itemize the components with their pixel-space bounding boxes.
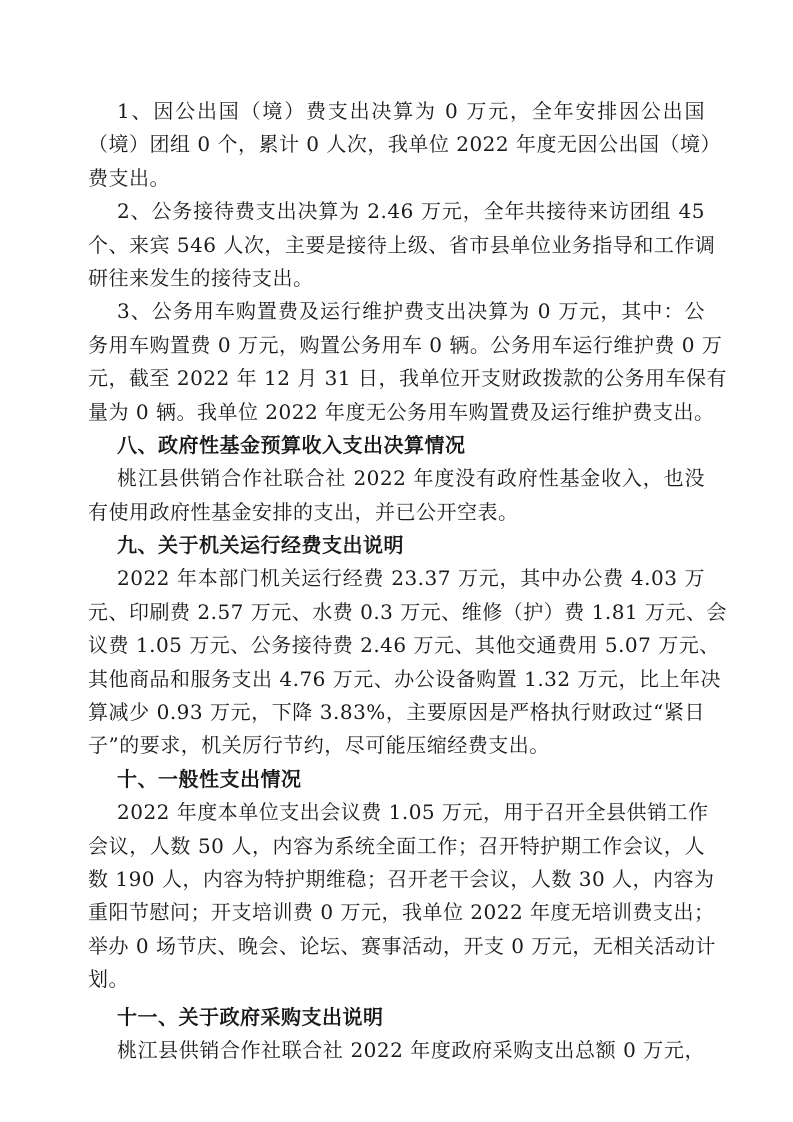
text-line: 划。: [88, 967, 129, 992]
text-line: 元、印刷费 2.57 万元、水费 0.3 万元、维修（护）费 1.81 万元、会: [88, 599, 728, 624]
paragraph: [88, 95, 721, 195]
text-line: 务用车购置费 0 万元，购置公务用车 0 辆。公务用车运行维护费 0 万: [88, 332, 723, 357]
text-line: 元，截至 2022 年 12 月 31 日，我单位开支财政拨款的公务用车保有: [88, 366, 727, 391]
document-page: [88, 95, 728, 1067]
paragraph: [88, 1034, 705, 1067]
text-line: 3、公务用车购置费及运行维护费支出决算为 0 万元，其中：公: [117, 299, 705, 324]
text-line: 算减少 0.93 万元，下降 3.83%，主要原因是严格执行财政过“紧日: [88, 700, 705, 725]
section-heading: 十、一般性支出情况: [117, 766, 302, 791]
paragraph: [88, 462, 705, 529]
text-line: 1、因公出国（境）费支出决算为 0 万元，全年安排因公出国: [117, 99, 705, 123]
text-line: 举办 0 场节庆、晚会、论坛、赛事活动，开支 0 万元，无相关活动计: [88, 933, 716, 958]
paragraph: [88, 295, 727, 429]
text-line: 费支出。: [88, 165, 170, 190]
text-line: 2022 年度本单位支出会议费 1.05 万元，用于召开全县供销工作: [117, 800, 709, 825]
text-line: 桃江县供销合作社联合社 2022 年度政府采购支出总额 0 万元，: [117, 1037, 705, 1062]
section-heading: 八、政府性基金预算收入支出决算情况: [117, 432, 466, 457]
text-line: 2022 年本部门机关运行经费 23.37 万元，其中办公费 4.03 万: [117, 566, 705, 591]
text-line: 数 190 人，内容为特护期维稳；召开老干会议，人数 30 人，内容为: [88, 866, 715, 891]
section-heading: 十一、关于政府采购支出说明: [117, 1004, 384, 1029]
section-heading: 九、关于机关运行经费支出说明: [117, 533, 404, 558]
text-line: 重阳节慰问；开支培训费 0 万元，我单位 2022 年度无培训费支出；: [88, 900, 715, 925]
paragraph: [88, 562, 728, 762]
text-line: 个、来宾 546 人次，主要是接待上级、省市县单位业务指导和工作调: [88, 232, 716, 257]
text-line: 其他商品和服务支出 4.76 万元、办公设备购置 1.32 万元，比上年决: [88, 666, 721, 691]
text-line: 量为 0 辆。我单位 2022 年度无公务用车购置费及运行维护费支出。: [88, 399, 715, 424]
text-line: （境）团组 0 个，累计 0 人次，我单位 2022 年度无因公出国（境）: [88, 132, 721, 157]
paragraph: [88, 796, 716, 996]
text-line: 议费 1.05 万元、公务接待费 2.46 万元、其他交通费用 5.07 万元、: [88, 633, 720, 658]
text-line: 桃江县供销合作社联合社 2022 年度没有政府性基金收入，也没: [117, 466, 705, 491]
text-line: 2、公务接待费支出决算为 2.46 万元，全年共接待来访团组 45: [117, 199, 705, 224]
text-line: 子”的要求，机关厉行节约，尽可能压缩经费支出。: [88, 733, 550, 758]
text-line: 会议，人数 50 人，内容为系统全面工作；召开特护期工作会议，人: [88, 833, 705, 858]
paragraph: [88, 195, 716, 295]
text-line: 研往来发生的接待支出。: [88, 265, 314, 290]
text-line: 有使用政府性基金安排的支出，并已公开空表。: [88, 499, 519, 524]
